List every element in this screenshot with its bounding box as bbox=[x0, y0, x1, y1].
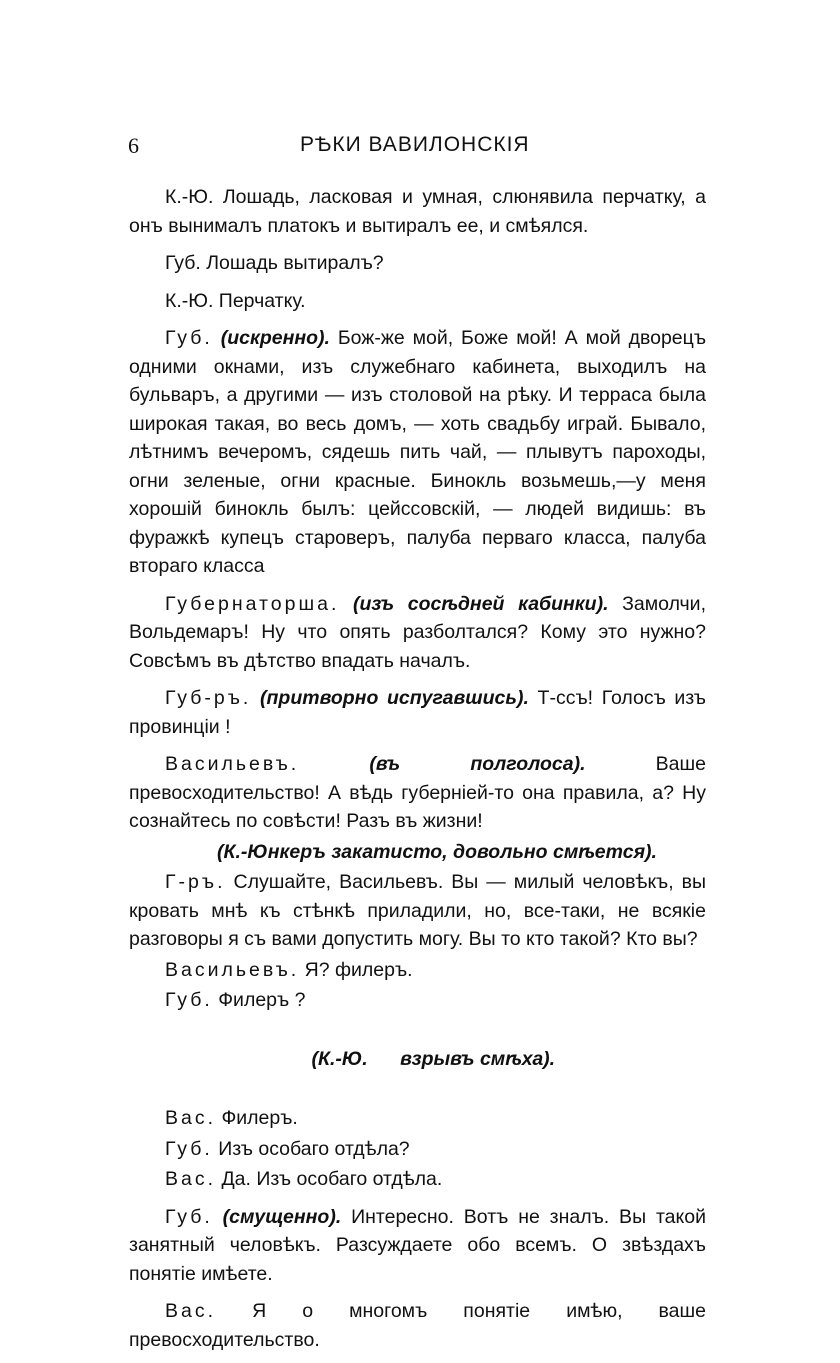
stage-direction: (К.-Ю. взрывъ смѣха). bbox=[311, 1048, 556, 1070]
dialogue-line bbox=[129, 750, 706, 836]
speech: Ваше превосходительство! А вѣдь губерніей-то она правила, а? Ну сознайтесь по совѣсти! Разъ въ жизни! bbox=[129, 753, 707, 832]
stage-direction: (К.-Юнкеръ закатисто, довольно смѣется). bbox=[217, 840, 657, 863]
speech: Изъ особаго отдѣла? bbox=[218, 1137, 410, 1160]
dialogue-line: К.-Ю. Лошадь, ласковая и умная, слюнявила перчатку, а онъ вынималъ платокъ и вытиралъ ее, и смѣялся. bbox=[129, 186, 706, 237]
dialogue-line bbox=[129, 684, 706, 741]
dialogue-line bbox=[129, 324, 706, 581]
dialogue-line bbox=[129, 1135, 706, 1164]
page-number: 6 bbox=[128, 133, 139, 158]
speech: Филеръ ? bbox=[218, 989, 306, 1011]
dialogue-line: К.-Ю. Перчатку. bbox=[165, 289, 306, 312]
speaker: Губ. bbox=[165, 1137, 213, 1160]
dialogue-line: Губ. Лошадь вытиралъ? bbox=[165, 252, 384, 274]
speech: Замолчи, Вольдемаръ! Ну что опять разболтался? Кому это нужно? Совсѣмъ въ дѣтство впадать началъ. bbox=[129, 592, 706, 672]
speaker: Губ. bbox=[165, 327, 213, 349]
stage-direction-line bbox=[129, 838, 706, 867]
speaker: Васильевъ. bbox=[165, 958, 300, 981]
speech: Интересно. Вотъ не зналъ. Вы такой занятный человѣкъ. Разсуждаете обо всемъ. О звѣздахъ понятіе имѣете. bbox=[129, 1205, 706, 1285]
speech: Т-ссъ! Голосъ изъ провинціи ! bbox=[129, 687, 706, 738]
dialogue-line bbox=[129, 1165, 706, 1194]
speaker: Вас. bbox=[165, 1168, 217, 1190]
stage-direction: (искренно). bbox=[220, 327, 330, 349]
speaker: Губернаторша. bbox=[165, 592, 340, 615]
dialogue-line bbox=[129, 1203, 706, 1289]
page-body bbox=[129, 183, 706, 1363]
speaker: Губ. bbox=[165, 1205, 213, 1228]
dialogue-line bbox=[129, 1297, 706, 1354]
speaker: Г-ръ. bbox=[165, 871, 226, 893]
speech: Филеръ. bbox=[221, 1107, 298, 1129]
dialogue-line bbox=[129, 1104, 706, 1133]
speaker: Вас. bbox=[165, 1107, 217, 1129]
running-title: РѢКИ ВАВИЛОНСКІЯ bbox=[300, 133, 530, 156]
stage-direction: (смущенно). bbox=[222, 1205, 342, 1228]
stage-direction: (притворно испугавшись). bbox=[260, 687, 529, 709]
speech: Я о многомъ понятіе имѣю, ваше превосходительство. bbox=[129, 1300, 707, 1351]
speaker: Васильевъ. bbox=[165, 753, 300, 775]
speaker: Вас. bbox=[165, 1300, 217, 1322]
speech: Я? филеръ. bbox=[304, 958, 413, 981]
dialogue-line bbox=[129, 868, 706, 954]
stage-direction: (изъ сосѣдней кабинки). bbox=[352, 592, 609, 615]
dialogue-line bbox=[129, 986, 706, 1015]
dialogue-line bbox=[129, 590, 706, 676]
speech: Слушайте, Васильевъ. Вы — милый человѣкъ, вы кровать мнѣ къ стѣнкѣ приладили, но, все-таки, не всякіе разговоры я съ вами допустить могу. Вы то кто такой? Кто вы? bbox=[129, 871, 706, 950]
stage-direction-line bbox=[129, 1017, 706, 1103]
page-header bbox=[120, 133, 720, 163]
stage-direction: (въ полголоса). bbox=[369, 753, 586, 775]
speaker: Губ-ръ. bbox=[165, 687, 252, 709]
speech: Бож-же мой, Боже мой! А мой дворецъ одними окнами, изъ служебнаго кабинета, выходилъ на бульваръ, а другими — изъ столовой на рѣку. И терраса была широкая такая, во весь домъ, — хоть свадьбу играй. Бывало, лѣтнимъ вечеромъ, сядешь пить чай, — плывутъ пароходы, огни зеленые, огни красные. Бинокль возьмешь,—у меня хорошій бинокль былъ: цейссовскій, — людей видишь: въ фуражкѣ купецъ староверъ, палуба перваго класса, палуба втораго класса bbox=[129, 327, 707, 577]
dialogue-line bbox=[129, 956, 706, 985]
speech: Да. Изъ особаго отдѣла. bbox=[221, 1168, 443, 1190]
speaker: Губ. bbox=[165, 989, 213, 1011]
